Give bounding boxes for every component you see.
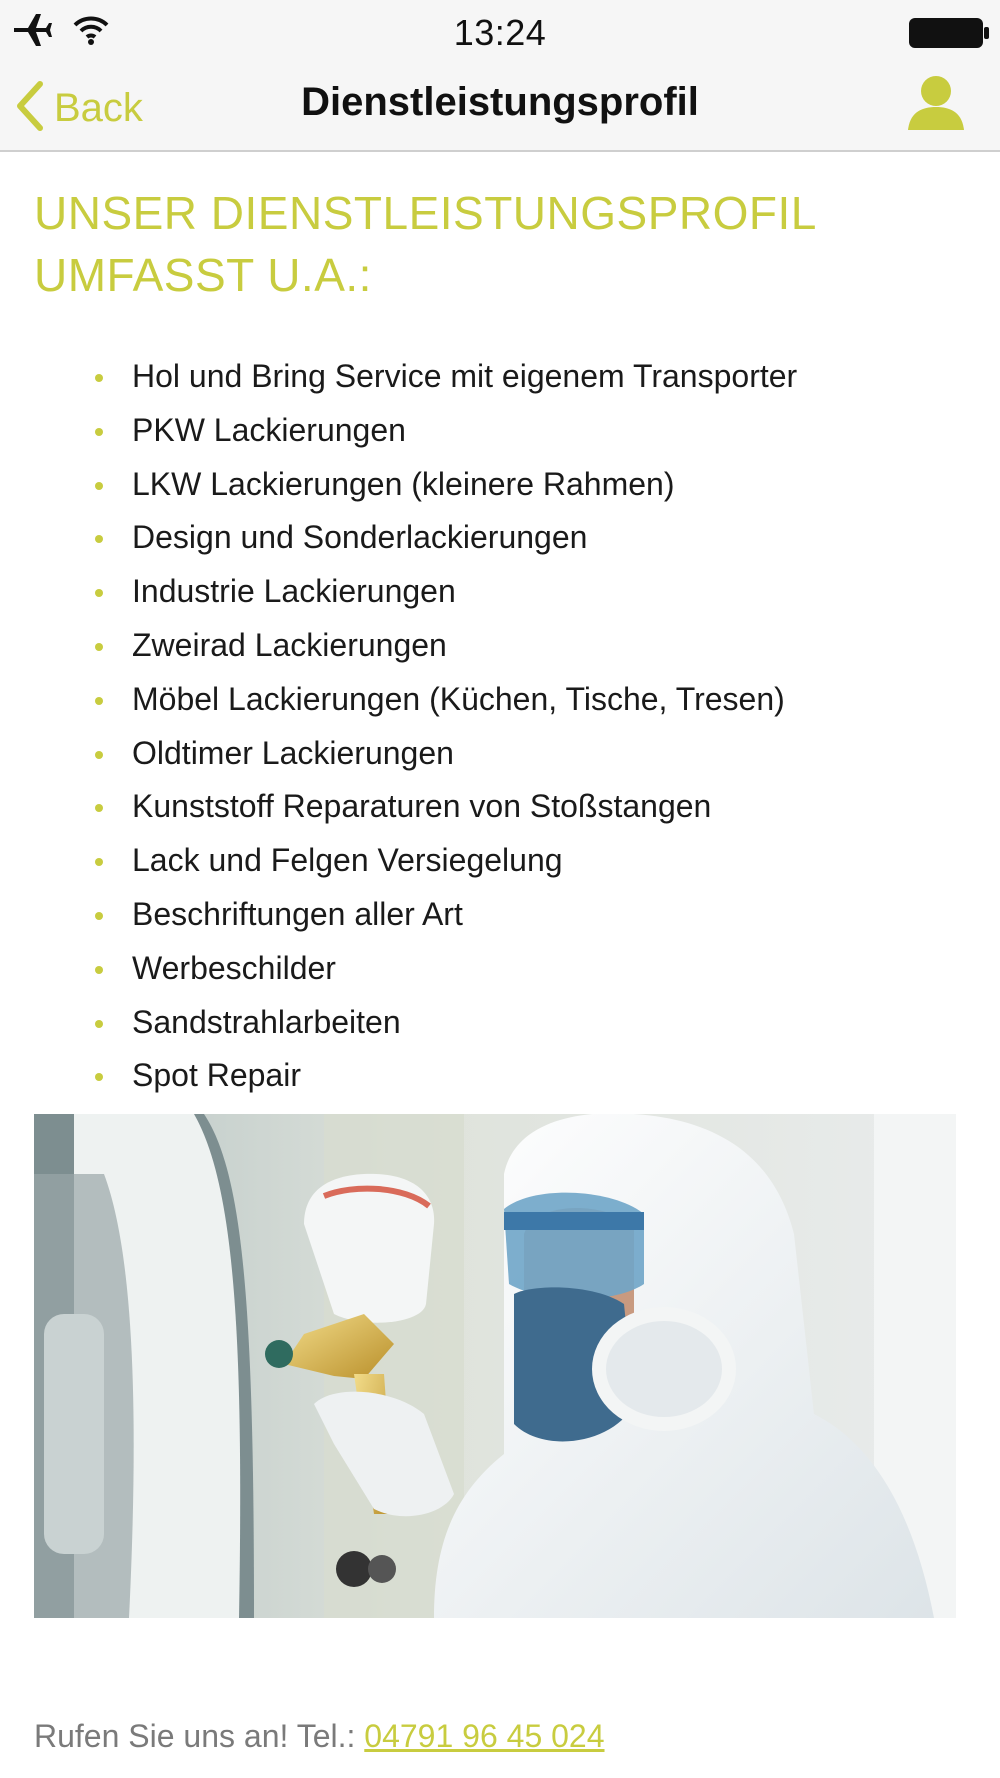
list-item-label: Kunststoff Reparaturen von Stoßstangen (132, 788, 712, 825)
list-item (34, 350, 964, 404)
bullet-icon (95, 751, 103, 759)
list-item-label: Hol und Bring Service mit eigenem Transporter (132, 358, 798, 394)
page-title: Dienstleistungsprofil (301, 80, 699, 124)
list-item-label: Beschriftungen aller Art (132, 895, 463, 932)
bullet-icon (95, 428, 103, 436)
list-item (34, 727, 964, 781)
list-item (34, 619, 964, 673)
list-item (34, 565, 964, 619)
list-item-label: LKW Lackierungen (kleinere Rahmen) (132, 465, 675, 502)
bullet-icon (95, 374, 103, 382)
bullet-icon (95, 643, 103, 651)
list-item-label: Spot Repair (132, 1057, 301, 1094)
list-item (34, 834, 964, 888)
call-line (34, 1718, 605, 1755)
list-item (34, 996, 964, 1050)
main-content (34, 152, 964, 1103)
painter-spray-photo (34, 1114, 956, 1618)
bullet-icon (95, 804, 103, 812)
bullet-icon (95, 966, 103, 974)
battery-icon (908, 16, 990, 55)
phone-link[interactable]: 04791 96 45 024 (364, 1718, 605, 1754)
call-text: Rufen Sie uns an! Tel.: (34, 1718, 365, 1754)
service-list (34, 350, 964, 1103)
list-item-label: PKW Lackierungen (132, 411, 406, 448)
list-item-label: Werbeschilder (132, 949, 336, 986)
back-label: Back (54, 85, 143, 130)
list-item-label: Design und Sonderlackierungen (132, 519, 588, 556)
list-item-label: Möbel Lackierungen (Küchen, Tische, Tresen) (132, 680, 785, 717)
list-item (34, 942, 964, 996)
navigation-bar (0, 68, 1000, 152)
list-item (34, 888, 964, 942)
bullet-icon (95, 912, 103, 920)
list-item-label: Lack und Felgen Versiegelung (132, 842, 563, 879)
list-item (34, 404, 964, 458)
list-item (34, 511, 964, 565)
list-item-label: Sandstrahlarbeiten (132, 1003, 401, 1040)
list-item (34, 1049, 964, 1103)
list-item (34, 458, 964, 512)
list-item-label: Oldtimer Lackierungen (132, 734, 454, 771)
bullet-icon (95, 858, 103, 866)
status-bar (0, 0, 1000, 68)
list-item (34, 780, 964, 834)
list-item-label: Zweirad Lackierungen (132, 626, 447, 663)
list-item-label: Industrie Lackierungen (132, 573, 456, 610)
bullet-icon (95, 1020, 103, 1028)
bullet-icon (95, 482, 103, 490)
bullet-icon (95, 589, 103, 597)
bullet-icon (95, 1073, 103, 1081)
bullet-icon (95, 535, 103, 543)
status-time: 13:24 (453, 12, 547, 53)
bullet-icon (95, 697, 103, 705)
user-icon[interactable] (906, 74, 966, 134)
section-heading: UNSER DIENSTLEISTUNGSPROFIL UMFASST U.A.: (34, 187, 816, 301)
list-item (34, 673, 964, 727)
